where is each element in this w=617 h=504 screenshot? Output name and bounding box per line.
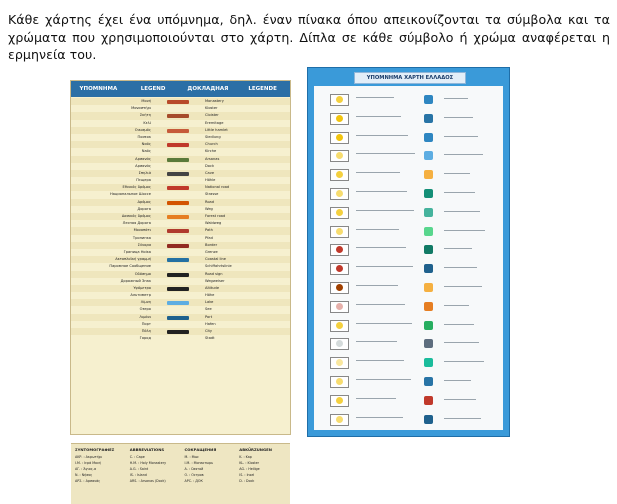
legend-row bbox=[71, 242, 290, 249]
legend-english-label: Port bbox=[205, 314, 213, 319]
map-legend-symbol-icon bbox=[330, 169, 349, 181]
map-legend-symbol-icon bbox=[330, 113, 349, 125]
abbr-entry: AG. : Heilige bbox=[239, 467, 260, 471]
map-legend-symbol-icon bbox=[424, 302, 433, 311]
legend-row bbox=[71, 213, 290, 220]
legend-row bbox=[71, 249, 290, 256]
legend-english-label: Kloster bbox=[205, 106, 218, 111]
legend-symbol-icon bbox=[159, 135, 199, 140]
legend-greek-label: Εθνικός δρόμος bbox=[122, 185, 151, 190]
legend-symbol-icon bbox=[159, 164, 199, 169]
legend-greek-label: Πεщера bbox=[136, 178, 151, 183]
legend-english-label: Eremitage bbox=[205, 120, 224, 125]
map-legend-symbol-icon bbox=[424, 377, 433, 386]
legend-english-label: Waldweg bbox=[205, 221, 222, 226]
abbr-header-russian: СОКРАЩЕНИЯ bbox=[184, 447, 217, 452]
legend-symbol-icon bbox=[159, 113, 199, 118]
legend-symbol-icon bbox=[159, 128, 199, 133]
legend-greek-label: Οδόσημο bbox=[134, 271, 151, 276]
abbr-entry: ΑΓ. : Άγιος-α bbox=[75, 467, 97, 471]
map-legend-text-line bbox=[444, 380, 471, 381]
map-legend-symbol-icon bbox=[330, 338, 349, 350]
abbr-entry: O. : Остров bbox=[184, 473, 204, 477]
map-legend-text-line bbox=[356, 172, 400, 173]
abbreviations-list bbox=[71, 454, 290, 484]
legend-greek-label: Δρόμος bbox=[137, 199, 151, 204]
legend-greek-label: Дорога bbox=[137, 206, 151, 211]
legend-symbol-icon bbox=[159, 221, 199, 226]
legend-symbol-icon bbox=[159, 207, 199, 212]
legend-row bbox=[71, 256, 290, 263]
legend-row bbox=[71, 299, 290, 306]
abbr-entry: ΑΡΣ. : Αρσανάς bbox=[75, 479, 101, 483]
legend-greek-label: Дорожный Знак bbox=[120, 278, 151, 283]
legend-greek-label: Λίμνη bbox=[140, 300, 151, 305]
map-legend-text-line bbox=[356, 323, 412, 324]
legend-symbol-icon bbox=[159, 250, 199, 255]
legend-symbol-icon bbox=[159, 185, 199, 190]
legend-english-label: Lake bbox=[205, 300, 214, 305]
map-legend-text-line bbox=[444, 211, 480, 212]
legend-symbol-icon bbox=[159, 322, 199, 327]
abbr-entry: ARS. : Arsanas (Dock) bbox=[129, 479, 166, 483]
map-legend-symbol-icon bbox=[424, 283, 433, 292]
legend-row bbox=[71, 235, 290, 242]
map-legend-text-line bbox=[444, 117, 473, 118]
legend-row bbox=[71, 98, 290, 105]
legend-greek-label: Σύνορα bbox=[137, 242, 151, 247]
map-legend-text-line bbox=[356, 191, 407, 192]
legend-english-label: Cloister bbox=[205, 113, 219, 118]
legend-english-label: Grenze bbox=[205, 249, 218, 254]
abbr-entry: I.M. : Монастырь bbox=[184, 461, 214, 465]
map-legend-symbol-icon bbox=[424, 396, 433, 405]
legend-header-russian: ДОКЛАДНАЯ bbox=[187, 86, 229, 92]
legend-english-label: Coastal line bbox=[205, 257, 227, 262]
legend-english-label: Path bbox=[205, 228, 213, 233]
map-legend-text-line bbox=[444, 399, 476, 400]
legend-row bbox=[71, 335, 290, 342]
legend-symbol-icon bbox=[159, 315, 199, 320]
map-legend-symbol-icon bbox=[424, 208, 433, 217]
legend-row bbox=[71, 105, 290, 112]
abbr-entry: M. : Мыс bbox=[184, 455, 199, 459]
legend-row bbox=[71, 321, 290, 328]
map-legend-symbol-icon bbox=[330, 188, 349, 200]
legend-greek-label: Αρσανάς bbox=[135, 163, 151, 168]
legend-english-label: Höhe bbox=[205, 293, 215, 298]
legend-header bbox=[71, 81, 290, 97]
legend-row bbox=[71, 141, 290, 148]
legend-symbol-icon bbox=[159, 178, 199, 183]
legend-symbol-icon bbox=[159, 307, 199, 312]
map-legend-symbol-icon bbox=[424, 151, 433, 160]
legend-symbol-icon bbox=[159, 106, 199, 111]
legend-greek-label: Альтиметр bbox=[130, 293, 151, 298]
abbr-entry: C. : Cape bbox=[129, 455, 145, 459]
legend-symbol-icon bbox=[159, 236, 199, 241]
legend-symbol-icon bbox=[159, 99, 199, 104]
abbr-entry: ΑΚΡ. : Ακρωτήρι bbox=[75, 455, 102, 459]
legend-row bbox=[71, 112, 290, 119]
legend-row bbox=[71, 184, 290, 191]
map-legend-text-line bbox=[356, 398, 396, 399]
map-legend-text-line bbox=[356, 341, 397, 342]
map-legend-symbol-icon bbox=[424, 321, 433, 330]
map-legend-symbol-icon bbox=[424, 133, 433, 142]
map-legend-text-line bbox=[356, 229, 399, 230]
legend-symbol-icon bbox=[159, 293, 199, 298]
map-legend-text-line bbox=[444, 173, 470, 174]
legend-greek-label: Μοναστήρι bbox=[131, 106, 151, 111]
legend-english-label: City bbox=[205, 329, 213, 333]
legend-english-label: Weg bbox=[205, 206, 213, 211]
intro-paragraph: Κάθε χάρτης έχει ένα υπόμνημα, δηλ. έναν πίνακα όπου απεικονίζονται τα σύμβολα και τα χρώματα που χρησιμοποιούνται στο χάρτη. Δίπλα σε κάθε σύμβολο ή χρώμα αναφέρεται η ερμηνεία του. bbox=[8, 12, 610, 62]
legend-row bbox=[71, 306, 290, 313]
abbr-column bbox=[181, 454, 236, 484]
map-legend-text-line bbox=[444, 136, 478, 137]
map-legend-text-line bbox=[356, 360, 404, 361]
legend-greek-label: Паромное Сообщение bbox=[109, 264, 151, 269]
legend-greek-label: Μονή bbox=[141, 99, 151, 103]
map-legend-symbol-icon bbox=[424, 358, 433, 367]
legend-symbol-icon bbox=[159, 142, 199, 147]
legend-symbol-icon bbox=[159, 336, 199, 341]
legend-english-label: Schiffahrtslinie bbox=[205, 264, 232, 269]
legend-greek-label: Город bbox=[139, 336, 151, 341]
legend-symbol-icon bbox=[159, 192, 199, 197]
map-legend-symbol-icon bbox=[424, 264, 433, 273]
athos-map-legend-image bbox=[70, 80, 291, 483]
map-legend-symbol-icon bbox=[330, 244, 349, 256]
legend-row bbox=[71, 199, 290, 206]
abbr-column bbox=[71, 454, 126, 484]
map-legend-symbol-icon bbox=[424, 170, 433, 179]
map-legend-symbol-icon bbox=[330, 132, 349, 144]
legend-english-label: Monastery bbox=[205, 99, 224, 103]
legend-greek-label: Граница Нoiка bbox=[123, 249, 151, 254]
legend-english-label: Stadt bbox=[205, 336, 215, 341]
legend-symbol-icon bbox=[159, 157, 199, 162]
legend-english-label: See bbox=[205, 307, 212, 312]
legend-row bbox=[71, 314, 290, 321]
legend-rows bbox=[71, 98, 290, 342]
legend-english-label: Cave bbox=[205, 170, 215, 175]
legend-greek-label: Κελί bbox=[143, 120, 151, 125]
map-legend-text-line bbox=[356, 266, 413, 267]
legend-symbol-icon bbox=[159, 264, 199, 269]
legend-greek-label: Λιμάνι bbox=[139, 314, 151, 319]
map-legend-text-line bbox=[356, 135, 408, 136]
legend-row bbox=[71, 220, 290, 227]
abbr-header-german: ABKÜRZUNGEN bbox=[239, 447, 272, 452]
map-legend-symbol-icon bbox=[330, 320, 349, 332]
map-legend-symbol-icon bbox=[424, 95, 433, 104]
legend-english-label: Altitude bbox=[205, 285, 220, 290]
legend-greek-label: Πόλη bbox=[141, 329, 151, 333]
legend-greek-label: Σπηλιά bbox=[138, 170, 151, 175]
map-legend-text-line bbox=[356, 285, 398, 286]
map-legend-symbol-icon bbox=[424, 189, 433, 198]
legend-row bbox=[71, 328, 290, 335]
legend-row bbox=[71, 170, 290, 177]
legend-row bbox=[71, 206, 290, 213]
legend-symbol-icon bbox=[159, 272, 199, 277]
legend-symbol-icon bbox=[159, 149, 199, 154]
abbr-header-greek: ΣΥΝΤΟΜΟΓΡΑΦΙΕΣ bbox=[75, 447, 115, 452]
legend-row bbox=[71, 120, 290, 127]
legend-symbol-icon bbox=[159, 279, 199, 284]
legend-english-label: Pfad bbox=[205, 235, 213, 240]
legend-row bbox=[71, 177, 290, 184]
abbr-entry: KL. : Kloster bbox=[239, 461, 259, 465]
map-legend-text-line bbox=[444, 286, 482, 287]
map-legend-symbol-icon bbox=[330, 301, 349, 313]
map-legend-text-line bbox=[444, 98, 468, 99]
legend-english-label: Kirche bbox=[205, 149, 217, 154]
legend-row bbox=[71, 127, 290, 134]
abbr-column bbox=[235, 454, 290, 484]
legend-greek-label: Лесная Дорога bbox=[122, 221, 151, 226]
map-legend-text-line bbox=[356, 304, 405, 305]
legend-header-english: LEGEND bbox=[140, 86, 166, 92]
legend-symbol-icon bbox=[159, 228, 199, 233]
map-legend-symbol-icon bbox=[330, 263, 349, 275]
legend-symbol-icon bbox=[159, 243, 199, 248]
abbr-entry: IS. : Insel bbox=[239, 473, 255, 477]
legend-greek-label: Αρσανάς bbox=[135, 156, 151, 161]
abbr-column bbox=[126, 454, 181, 484]
legend-symbol-icon bbox=[159, 300, 199, 305]
abbr-entry: I.M. : Ιερά Μονή bbox=[75, 461, 101, 465]
legend-row bbox=[71, 156, 290, 163]
legend-symbol-icon bbox=[159, 171, 199, 176]
legend-english-label: Arsanas bbox=[205, 156, 220, 161]
legend-row bbox=[71, 191, 290, 198]
map-legend-symbol-icon bbox=[330, 226, 349, 238]
legend-english-label: Wegweiser bbox=[205, 278, 225, 283]
abbr-header-english: ABBREVIATIONS bbox=[129, 447, 165, 452]
map-legend-text-line bbox=[356, 247, 406, 248]
legend-english-label: Dock bbox=[205, 163, 215, 168]
map-legend-panel bbox=[314, 86, 503, 430]
legend-greek-label: Νaóς bbox=[141, 149, 151, 154]
legend-english-label: Little hamlet bbox=[205, 127, 228, 132]
legend-greek-label: Национальное Шоссе bbox=[110, 192, 151, 197]
map-legend-symbol-icon bbox=[424, 415, 433, 424]
abbr-entry: АРС. : ДОК bbox=[184, 479, 203, 483]
legend-greek-label: Порт bbox=[141, 321, 151, 326]
greece-map-legend-image bbox=[307, 67, 510, 437]
legend-english-label: Höhle bbox=[205, 178, 216, 183]
legend-greek-label: Υψόμετρο bbox=[133, 285, 151, 290]
map-legend-symbol-icon bbox=[330, 282, 349, 294]
legend-symbol-icon bbox=[159, 121, 199, 126]
legend-row bbox=[71, 285, 290, 292]
legend-greek-label: Ακτοπλοϊκή γραμμή bbox=[115, 257, 151, 262]
map-legend-text-line bbox=[444, 230, 485, 231]
legend-greek-label: Ναός bbox=[141, 142, 151, 147]
legend-row bbox=[71, 148, 290, 155]
legend-english-label: National road bbox=[205, 185, 230, 190]
map-legend-text-line bbox=[444, 192, 475, 193]
map-legend-symbol-icon bbox=[424, 339, 433, 348]
legend-english-label: Road bbox=[205, 199, 215, 204]
legend-header-german: LEGENDE bbox=[248, 86, 277, 92]
map-legend-symbol-icon bbox=[330, 150, 349, 162]
legend-row bbox=[71, 263, 290, 270]
legend-symbol-icon bbox=[159, 286, 199, 291]
legend-english-label: Forest road bbox=[205, 214, 226, 218]
map-legend-symbol-icon bbox=[424, 227, 433, 236]
abbr-entry: D. : Dock bbox=[239, 479, 255, 483]
legend-english-label: Strasse bbox=[205, 192, 219, 197]
legend-symbol-icon bbox=[159, 200, 199, 205]
legend-row bbox=[71, 227, 290, 234]
map-legend-text-line bbox=[356, 153, 415, 154]
legend-greek-label: Μονοπάτι bbox=[133, 228, 151, 233]
legend-symbol-icon bbox=[159, 329, 199, 334]
abbr-entry: IS. : Island bbox=[129, 473, 147, 477]
legend-english-label: Road sign bbox=[205, 271, 223, 276]
legend-header-greek: ΥΠΟΜΝΗΜΑ bbox=[79, 86, 118, 92]
map-legend-text-line bbox=[444, 418, 481, 419]
legend-row bbox=[71, 271, 290, 278]
map-legend-text-line bbox=[444, 248, 472, 249]
map-legend-symbol-icon bbox=[424, 245, 433, 254]
map-legend-text-line bbox=[356, 116, 401, 117]
legend-english-label: Border bbox=[205, 242, 218, 247]
map-legend-text-line bbox=[444, 305, 469, 306]
abbreviations-box bbox=[71, 443, 290, 504]
legend-symbol-icon bbox=[159, 214, 199, 219]
map-legend-text-line bbox=[444, 361, 484, 362]
map-legend-text-line bbox=[444, 154, 483, 155]
abbr-entry: K. : Kap bbox=[239, 455, 252, 459]
legend-english-label: Church bbox=[205, 142, 218, 147]
map-legend-text-line bbox=[444, 342, 479, 343]
legend-greek-label: Οικισμός bbox=[134, 127, 151, 132]
map-legend-symbol-icon bbox=[330, 414, 349, 426]
legend-row bbox=[71, 163, 290, 170]
legend-row bbox=[71, 278, 290, 285]
legend-greek-label: Озеро bbox=[139, 307, 151, 312]
legend-greek-label: Тропинка bbox=[132, 235, 151, 240]
legend-row bbox=[71, 134, 290, 141]
map-legend-symbol-icon bbox=[330, 207, 349, 219]
map-legend-symbol-icon bbox=[330, 395, 349, 407]
map-legend-title: ΥΠΟΜΝΗΜΑ ΧΑΡΤΗ ΕΛΛΑΔΟΣ bbox=[354, 72, 466, 84]
map-legend-text-line bbox=[444, 267, 477, 268]
legend-english-label: Siedlung bbox=[205, 134, 221, 139]
legend-greek-label: Σκήτη bbox=[139, 113, 151, 118]
map-legend-text-line bbox=[356, 379, 411, 380]
abbr-entry: A.G. : Saint bbox=[129, 467, 149, 471]
legend-row bbox=[71, 292, 290, 299]
legend-english-label: Hafen bbox=[205, 321, 216, 326]
abbr-entry: A. : Святой bbox=[184, 467, 204, 471]
map-legend-symbol-icon bbox=[330, 357, 349, 369]
map-legend-symbol-icon bbox=[330, 94, 349, 106]
map-legend-symbol-icon bbox=[424, 114, 433, 123]
legend-greek-label: Δασικός δρόμος bbox=[121, 214, 151, 218]
abbr-entry: H.M. : Holy Monastery bbox=[129, 461, 167, 465]
map-legend-text-line bbox=[356, 417, 403, 418]
map-legend-text-line bbox=[444, 324, 474, 325]
legend-symbol-icon bbox=[159, 257, 199, 262]
map-legend-text-line bbox=[356, 210, 414, 211]
abbr-entry: Ν. : Νήσος bbox=[75, 473, 93, 477]
map-legend-text-line bbox=[356, 97, 394, 98]
legend-greek-label: Ποσεοκ bbox=[137, 134, 151, 139]
map-legend-symbol-icon bbox=[330, 376, 349, 388]
